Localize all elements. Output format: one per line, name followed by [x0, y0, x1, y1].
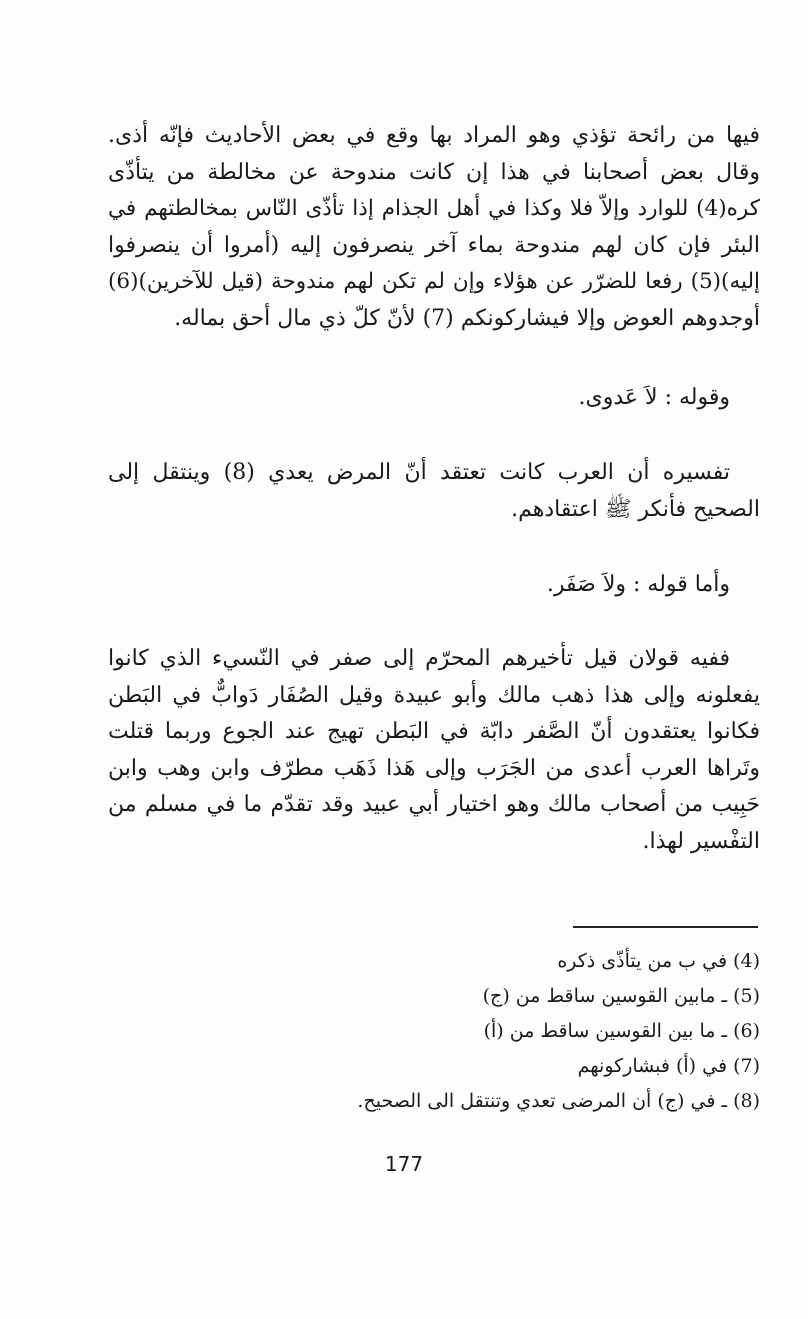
paragraph-1 — [108, 118, 760, 337]
page-number: 177 — [384, 1152, 424, 1176]
paragraph-3 — [108, 455, 760, 528]
footnote-7: (7) في (أ) فبشاركونهم — [577, 1055, 760, 1077]
footnotes — [120, 944, 760, 1119]
text-line: وتَراها العرب أعدى من الجَرَب وإلى هَذا ذَهَب مطرّف وابن وهب وابن — [108, 755, 760, 781]
text-line: وقوله : لاَ عَدوى. — [578, 385, 730, 410]
text-line: تفسيره أن العرب كانت تعتقد أنّ المرض يعدي (8) وينتقل إلى — [108, 460, 730, 485]
text-line: وأما قوله : ولاَ صَفَر. — [546, 572, 730, 597]
text-line: البئر فإن كان لهم مندوحة بماء آخر ينصرفون إليه (أمروا أن ينصرفوا — [108, 232, 760, 258]
text-line: أوجدوهم العوض وإلا فيشاركونكم (7) لأنّ كلّ ذي مال أحق بماله. — [174, 305, 760, 331]
paragraph-2 — [108, 380, 760, 417]
footnote-5: (5) ـ مابين القوسين ساقط من (ج) — [482, 985, 760, 1007]
text-line: إليه)(5) رفعا للضرّر عن هؤلاء وإن لم تكن لهم مندوحة (قيل للآخرين)(6) — [108, 269, 760, 294]
paragraph-5 — [108, 641, 760, 860]
text-line: فيها من رائحة تؤذي وهو المراد بها وقع في بعض الأحاديث فإنّه أذى. — [108, 123, 760, 148]
paragraph-4 — [108, 567, 760, 604]
text-line: فكانوا يعتقدون أنّ الصَّفر دابّة في البَطن تهيج عند الجوع وربما قتلت — [108, 719, 760, 744]
text-line: الصحيح فأنكر ﷺ اعتقادهم. — [511, 496, 760, 522]
footnote-8: (8) ـ في (ج) أن المرضى تعدي وتنتقل الى الصحيح. — [357, 1090, 760, 1112]
text-line: التفْسير لهذا. — [642, 828, 760, 854]
text-line: كره(4) للوارد وإلاّ فلا وكذا في أهل الجذام إذا تأذّى النّاس بمخالطتهم في — [108, 196, 760, 221]
footnote-separator — [573, 926, 758, 928]
text-line: وقال بعض أصحابنا في هذا إن كانت مندوحة عن مخالطة من يتأذّى — [108, 159, 760, 185]
footnote-6: (6) ـ ما بين القوسين ساقط من (أ) — [483, 1020, 760, 1042]
footnote-4: (4) في ب من يتأذّى ذكره — [557, 950, 760, 972]
text-line: يفعلونه وإلى هذا ذهب مالك وأبو عبيدة وقيل الصُفَار دَوابٌّ في البَطن — [108, 682, 760, 708]
text-line: حَبِيب من أصحاب مالك وهو اختيار أبي عبيد وقد تقدّم ما في مسلم من — [108, 792, 760, 817]
text-line: ففيه قولان قيل تأخيرهم المحرّم إلى صفر في النّسيء الذي كانوا — [108, 646, 730, 671]
